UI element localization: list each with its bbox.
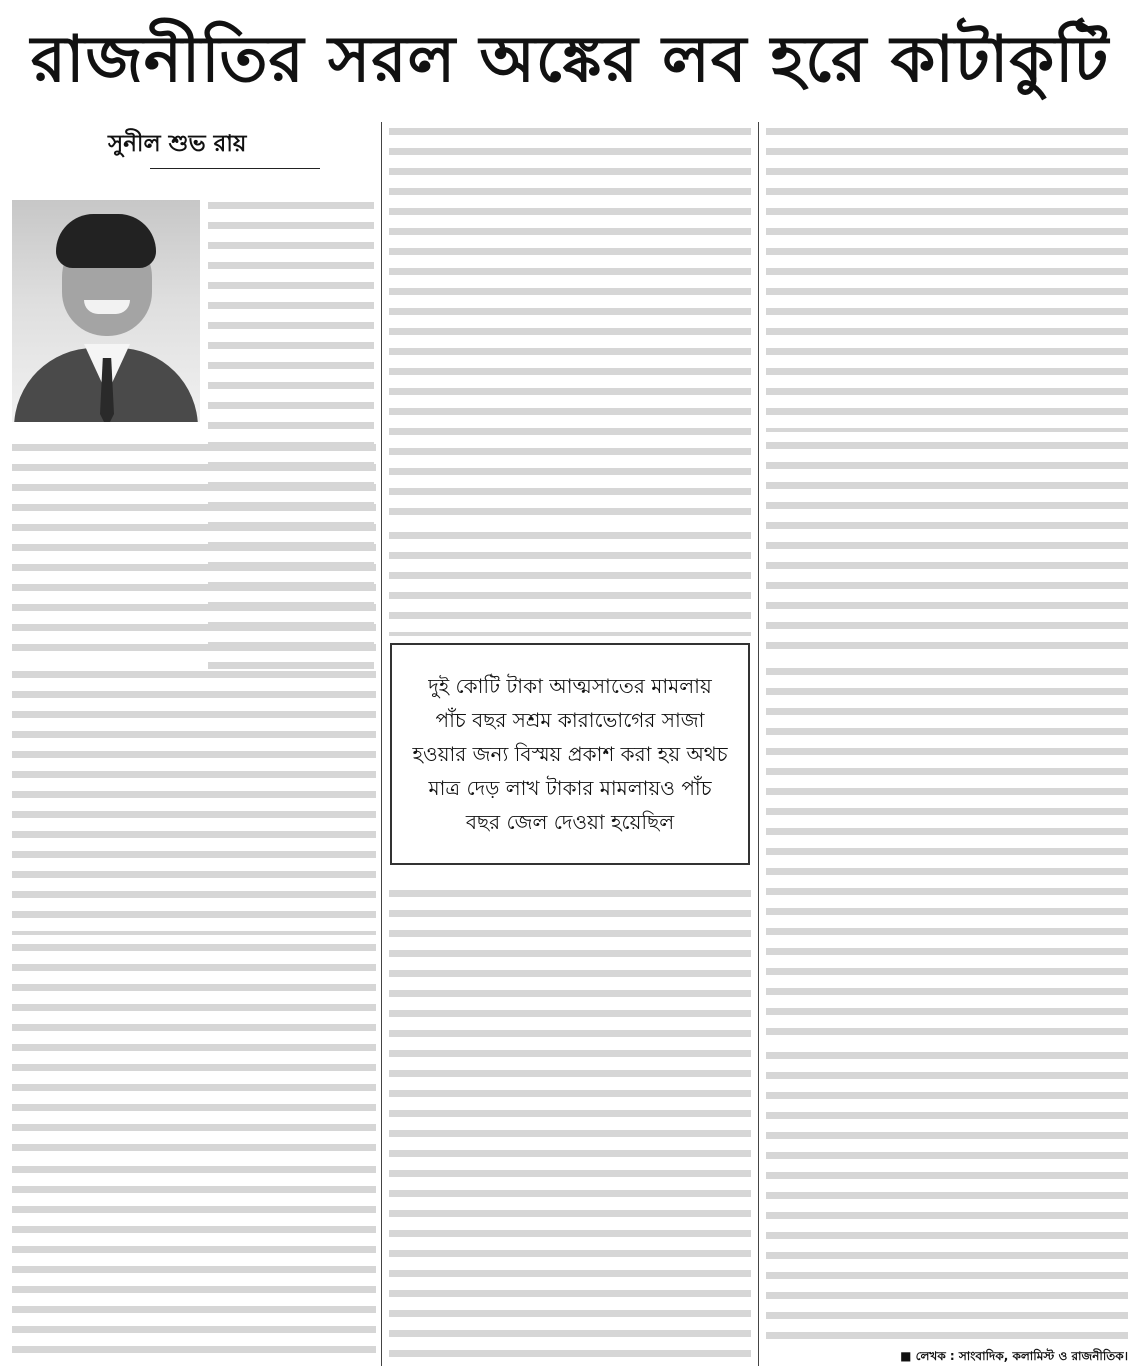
column-rule [758,122,759,1366]
byline: সুনীল শুভ রায় [108,131,247,157]
headline: রাজনীতির সরল অঙ্কের লব হরে কাটাকুটি [30,23,1110,97]
byline-rule [150,168,320,169]
article-paragraph [389,884,751,1362]
author-photo [12,200,200,422]
pull-quote: দুই কোটি টাকা আত্মসাতের মামলায় পাঁচ বছর সশ্রম কারাভোগের সাজা হওয়ার জন্য বিস্ময় প্রকাশ করা হয় অথচ মাত্র দেড় লাখ টাকার মামলায়ও পাঁচ বছর জেল দেওয়া হয়েছিল [412,674,728,834]
article-paragraph [389,122,751,522]
article-paragraph [12,938,376,1158]
column-rule [381,122,382,1366]
author-note: ■ লেখক : সাংবাদিক, কলামিস্ট ও রাজনীতিক। [900,1349,1128,1363]
article-paragraph [766,662,1128,1042]
article-paragraph [12,665,376,935]
pull-quote-box [390,643,750,865]
article-paragraph [766,122,1128,432]
article-paragraph [389,526,751,636]
article-paragraph [766,1046,1128,1342]
article-paragraph [12,1160,376,1360]
article-paragraph [12,438,376,662]
article-paragraph [766,436,1128,658]
